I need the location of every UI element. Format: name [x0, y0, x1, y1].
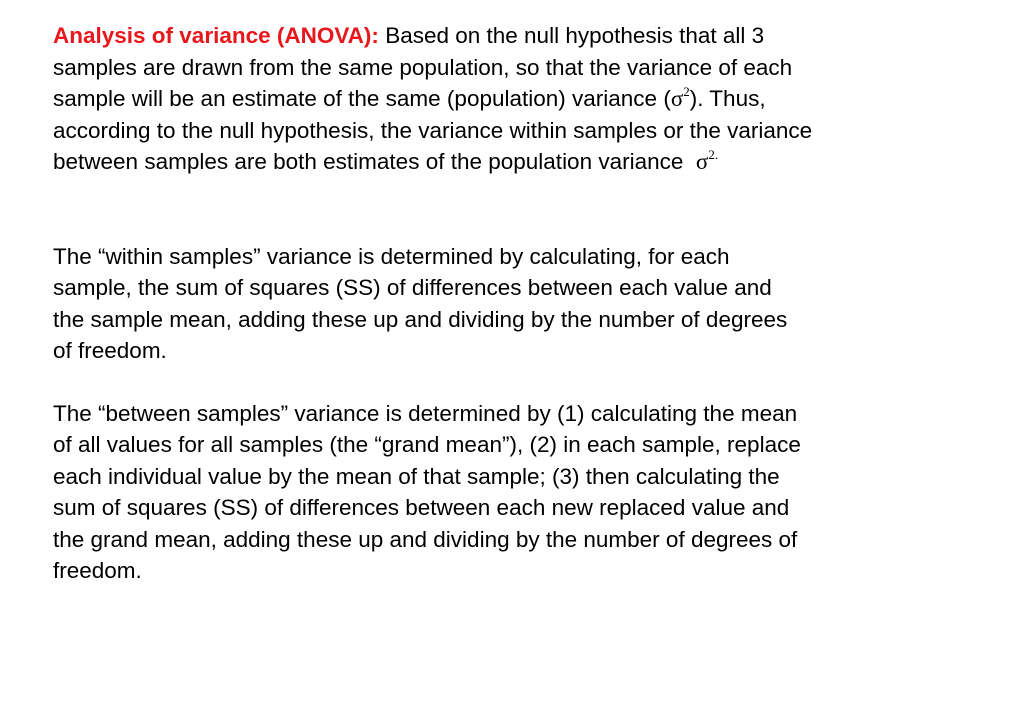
para1-line3-text: sample will be an estimate of the same (population) variance ( — [53, 86, 671, 111]
para3-line: freedom. — [53, 558, 142, 583]
anova-definition-paragraph — [53, 20, 953, 178]
para2-line: sample, the sum of squares (SS) of differences between each value and — [53, 275, 772, 300]
para3-line: The “between samples” variance is determined by (1) calculating the mean — [53, 400, 798, 426]
para3-line: the grand mean, adding these up and dividing by the number of degrees of — [53, 526, 798, 552]
between-samples-paragraph — [53, 398, 953, 587]
para2-line: The “within samples” variance is determined by calculating, for each — [53, 243, 730, 269]
slide-content — [53, 20, 953, 587]
sigma-exponent: 2 — [683, 83, 690, 99]
anova-title: Analysis of variance (ANOVA): — [53, 23, 379, 48]
para1-line4-text: according to the null hypothesis, the variance within samples or the variance — [53, 117, 813, 143]
para3-line: sum of squares (SS) of differences between each new replaced value and — [53, 495, 790, 520]
within-samples-paragraph — [53, 241, 953, 367]
para1-line5-text: between samples are both estimates of the population variance — [53, 149, 690, 174]
para3-line: of all values for all samples (the “grand mean”), (2) in each sample, replace — [53, 432, 801, 457]
para1-line2-text: samples are drawn from the same population, so that the variance of each — [53, 54, 793, 80]
para1-line3-end: ). Thus, — [689, 86, 766, 111]
para1-line1-text: Based on the null hypothesis that all 3 — [385, 23, 765, 48]
para2-line: of freedom. — [53, 338, 167, 363]
sigma-symbol-2: σ — [695, 149, 709, 174]
para3-line: each individual value by the mean of that sample; (3) then calculating the — [53, 463, 780, 489]
para2-line: the sample mean, adding these up and dividing by the number of degrees — [53, 306, 788, 332]
sigma-symbol: σ — [670, 86, 684, 111]
sigma-exponent-2: 2. — [708, 146, 719, 162]
